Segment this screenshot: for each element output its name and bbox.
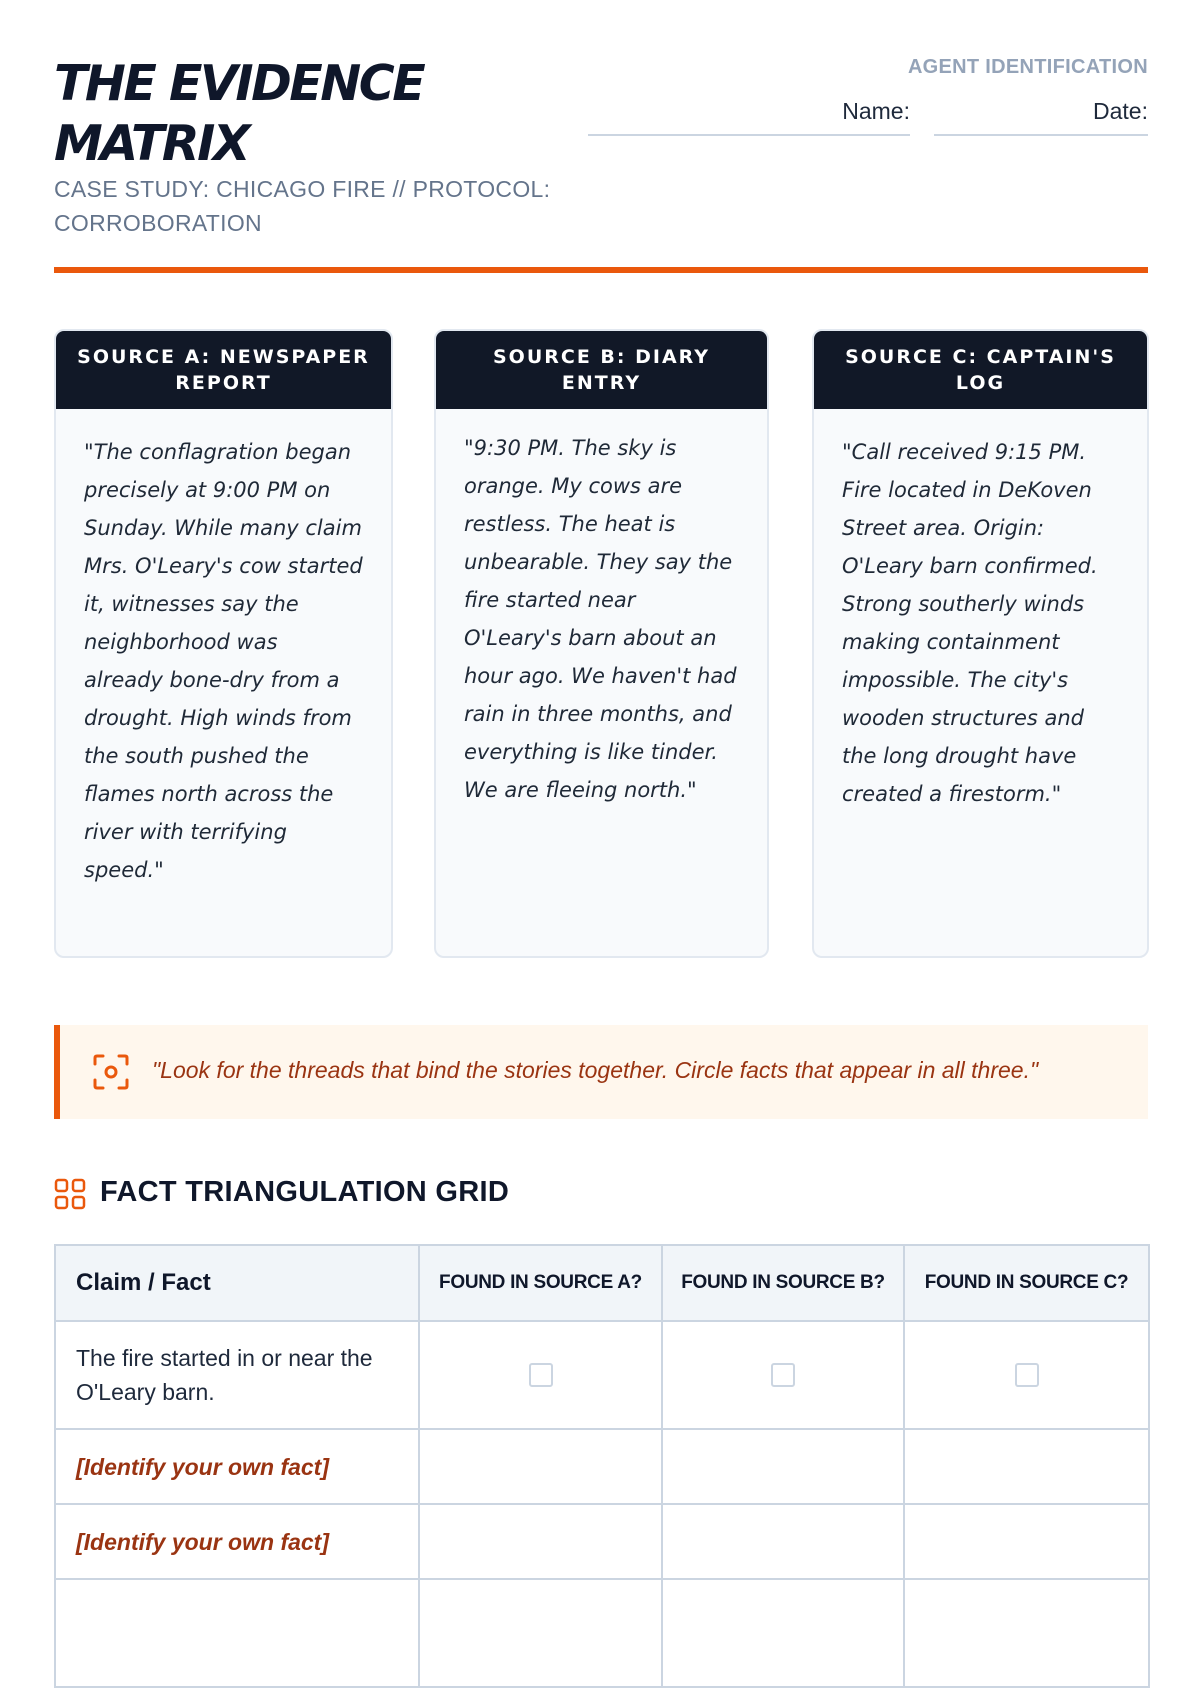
column-header-source-c: FOUND IN SOURCE C? bbox=[904, 1245, 1149, 1321]
claim-cell-editable[interactable]: [Identify your own fact] bbox=[55, 1504, 419, 1579]
source-a-cell[interactable] bbox=[419, 1504, 662, 1579]
instruction-callout bbox=[54, 1025, 1148, 1119]
table-row bbox=[55, 1429, 1149, 1504]
source-b-cell[interactable] bbox=[662, 1504, 904, 1579]
claim-cell-editable[interactable]: [Identify your own fact] bbox=[55, 1429, 419, 1504]
source-a-cell[interactable] bbox=[419, 1579, 662, 1687]
name-label: Name: bbox=[842, 98, 910, 124]
source-b-checkbox[interactable] bbox=[771, 1363, 795, 1387]
focus-icon bbox=[92, 1053, 130, 1091]
page-title: THE EVIDENCE MATRIX bbox=[54, 55, 424, 172]
callout-text: "Look for the threads that bind the stories together. Circle facts that appear in all three." bbox=[152, 1057, 1039, 1083]
claim-cell-empty[interactable] bbox=[55, 1579, 419, 1687]
source-c-cell[interactable] bbox=[904, 1579, 1149, 1687]
page-subtitle: CASE STUDY: CHICAGO FIRE // PROTOCOL: CORROBORATION bbox=[54, 176, 551, 236]
source-b-cell[interactable] bbox=[662, 1429, 904, 1504]
agent-identification-label: AGENT IDENTIFICATION bbox=[907, 56, 1148, 78]
source-c-heading: SOURCE C: CAPTAIN'S LOG bbox=[814, 331, 1147, 409]
source-a-check-cell bbox=[419, 1321, 662, 1429]
source-b-cell[interactable] bbox=[662, 1579, 904, 1687]
claim-cell: The fire started in or near the O'Leary barn. bbox=[55, 1321, 419, 1429]
table-header-row bbox=[55, 1245, 1149, 1321]
date-field[interactable] bbox=[934, 94, 1148, 136]
source-c-text: "Call received 9:15 PM. Fire located in DeKoven Street area. Origin: O'Leary barn confirmed. Strong southerly winds making containment impossible. The city's wooden structures and the long drought have created a firestorm." bbox=[842, 440, 1098, 806]
grid-icon bbox=[54, 1178, 86, 1210]
table-row bbox=[55, 1579, 1149, 1687]
source-c-cell[interactable] bbox=[904, 1504, 1149, 1579]
column-header-source-a: FOUND IN SOURCE A? bbox=[419, 1245, 662, 1321]
date-label: Date: bbox=[1093, 98, 1148, 124]
column-header-source-b: FOUND IN SOURCE B? bbox=[662, 1245, 904, 1321]
source-a-cell[interactable] bbox=[419, 1429, 662, 1504]
source-b-heading: SOURCE B: DIARY ENTRY bbox=[436, 331, 767, 409]
header-divider bbox=[54, 267, 1148, 273]
table-row bbox=[55, 1504, 1149, 1579]
source-a-checkbox[interactable] bbox=[529, 1363, 553, 1387]
source-card-a bbox=[54, 329, 393, 958]
table-row bbox=[55, 1321, 1149, 1429]
source-a-heading: SOURCE A: NEWSPAPER REPORT bbox=[56, 331, 391, 409]
source-c-cell[interactable] bbox=[904, 1429, 1149, 1504]
header bbox=[54, 54, 1148, 274]
fact-triangulation-table bbox=[54, 1244, 1150, 1688]
source-card-c bbox=[812, 329, 1149, 958]
source-a-text: "The conflagration began precisely at 9:00 PM on Sunday. While many claim Mrs. O'Leary's cow started it, witnesses say the neighborhood was already bone-dry from a drought. High winds from the south pushed the flames north across the river with terrifying speed." bbox=[84, 440, 363, 882]
name-field[interactable] bbox=[588, 94, 910, 136]
column-header-claim: Claim / Fact bbox=[55, 1245, 419, 1321]
source-c-checkbox[interactable] bbox=[1015, 1363, 1039, 1387]
source-b-text: "9:30 PM. The sky is orange. My cows are restless. The heat is unbearable. They say the fire started near O'Leary's barn about an hour ago. We haven't had rain in three months, and everything is like tinder. We are fleeing north." bbox=[464, 436, 737, 802]
source-b-check-cell bbox=[662, 1321, 904, 1429]
source-c-check-cell bbox=[904, 1321, 1149, 1429]
source-card-b bbox=[434, 329, 769, 958]
grid-title: FACT TRIANGULATION GRID bbox=[100, 1176, 510, 1208]
